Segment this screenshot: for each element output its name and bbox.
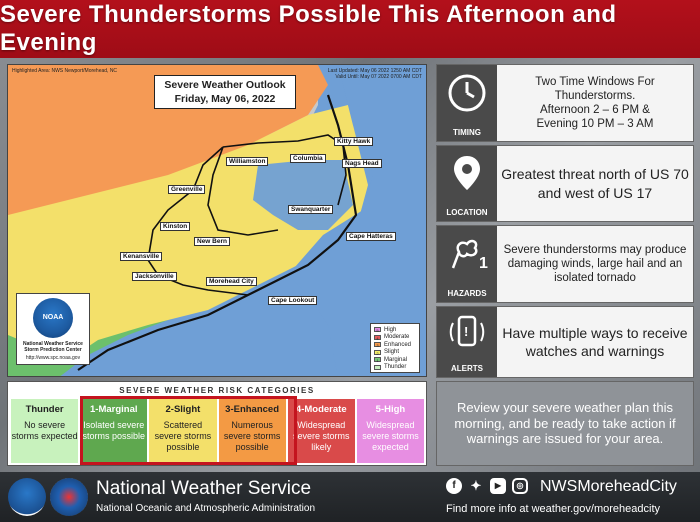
risk-cat-label: 2-Slight	[165, 404, 201, 415]
risk-cat-desc: Isolated severe storms possible	[82, 420, 146, 441]
footer	[0, 472, 700, 522]
city-cape-lookout: Cape Lookout	[268, 296, 317, 305]
risk-cat-desc: No severe storms expected	[11, 420, 78, 441]
nws-footer-logo	[50, 478, 88, 516]
risk-cat-desc: Widespread severe storms likely	[293, 420, 350, 452]
panel-hazards	[436, 225, 694, 303]
risk-cat-marginal	[80, 399, 147, 463]
location-icon-col	[437, 146, 497, 221]
location-label: LOCATION	[446, 208, 488, 217]
panel-timing	[436, 64, 694, 142]
clock-icon	[445, 71, 489, 115]
timing-label: TIMING	[453, 128, 481, 137]
review-plan-box	[436, 381, 694, 466]
svg-text:1: 1	[479, 255, 488, 272]
legend-row	[374, 364, 416, 372]
wind-tree-icon	[445, 232, 489, 276]
risk-cat-label: 5-High	[375, 404, 406, 415]
legend-row	[374, 326, 416, 334]
panel-alerts	[436, 306, 694, 378]
noaa-url: http://www.spc.noaa.gov	[25, 355, 81, 361]
risk-cat-desc: Numerous severe storms possible	[223, 420, 281, 452]
city-kitty-hawk: Kitty Hawk	[334, 137, 373, 146]
city-swanquarter: Swanquarter	[288, 205, 333, 214]
phone-alert-icon	[445, 313, 489, 353]
legend-row	[374, 334, 416, 342]
footer-title: National Weather Service	[96, 478, 312, 499]
legend-swatch: 4	[374, 335, 381, 340]
legend-label: Enhanced	[384, 341, 412, 348]
spc-noaa-box	[16, 293, 90, 365]
risk-cat-enhanced	[219, 399, 286, 463]
find-more-info[interactable]: Find more info at weather.gov/moreheadcity	[446, 503, 661, 515]
hazards-icon-col	[437, 226, 497, 302]
facebook-icon[interactable]: f	[446, 478, 462, 494]
footer-subtitle: National Oceanic and Atmospheric Administration	[96, 503, 316, 514]
timing-text-1: Two Time Windows For Thunderstorms.	[535, 76, 655, 102]
hazards-label: HAZARDS	[447, 289, 487, 298]
city-morehead-city: Morehead City	[206, 277, 257, 286]
city-kinston: Kinston	[160, 222, 190, 231]
outlook-date: Friday, May 06, 2022	[174, 93, 276, 105]
review-text: Review your severe weather plan this morning, and be ready to take action if warnings are issued for your area.	[454, 400, 676, 447]
timing-text	[501, 65, 689, 141]
risk-cat-label: 1-Marginal	[90, 404, 138, 415]
map-meta-left: Highlighted Area: NWS Newport/Morehead, NC	[12, 68, 118, 74]
map-legend	[370, 323, 420, 373]
legend-row	[374, 356, 416, 364]
page-banner	[0, 0, 700, 58]
risk-category-row	[11, 399, 424, 463]
legend-swatch: 3	[374, 342, 381, 347]
legend-swatch	[374, 365, 381, 370]
city-kenansville: Kenansville	[120, 252, 162, 261]
risk-cat-slight	[149, 399, 216, 463]
location-text-2: and west of US 17	[537, 184, 653, 201]
noaa-logo: NOAA	[33, 298, 73, 338]
legend-swatch: 2	[374, 350, 381, 355]
legend-row	[374, 349, 416, 357]
hazards-text: Severe thunderstorms may produce damaging winds, large hail and an isolated tornado	[503, 244, 687, 284]
city-williamston: Williamston	[226, 157, 268, 166]
city-jacksonville: Jacksonville	[132, 272, 177, 281]
risk-cat-label: Thunder	[25, 404, 64, 415]
social-handle[interactable]: NWSMoreheadCity	[540, 478, 677, 495]
social-icons	[446, 478, 528, 494]
outlook-title: Severe Weather Outlook	[164, 79, 286, 91]
map-pin-icon	[445, 152, 489, 196]
risk-categories	[7, 381, 427, 466]
risk-cat-high	[357, 399, 424, 463]
timing-icon-col	[437, 65, 497, 141]
location-text	[501, 146, 689, 221]
legend-label: High	[384, 326, 397, 333]
alerts-label: ALERTS	[451, 364, 483, 373]
map-last-updated: Last Updated: May 06 2022 1250 AM CDT	[327, 68, 422, 74]
location-text-1: Greatest threat north of US 70	[501, 165, 689, 182]
youtube-icon[interactable]: ▶	[490, 478, 506, 494]
legend-swatch: 5	[374, 327, 381, 332]
instagram-icon[interactable]: ◎	[512, 478, 528, 494]
svg-text:!: !	[464, 324, 469, 339]
timing-text-3: Evening 10 PM – 3 AM	[536, 118, 654, 130]
noaa-footer-logo	[8, 478, 46, 516]
legend-label: Marginal	[384, 356, 408, 363]
city-nags-head: Nags Head	[342, 159, 382, 168]
city-cape-hatteras: Cape Hatteras	[346, 232, 396, 241]
legend-row	[374, 341, 416, 349]
legend-swatch: 1	[374, 357, 381, 362]
twitter-icon[interactable]: ✦	[470, 478, 482, 493]
banner-title: Severe Thunderstorms Possible This Afternoon and Evening	[0, 1, 617, 56]
noaa-text-1: National Weather Service	[23, 341, 83, 347]
outlook-title-box	[154, 75, 296, 109]
risk-cat-thunder	[11, 399, 78, 463]
map-valid-until: Valid Until: May 07 2022 0700 AM CDT	[335, 74, 422, 80]
map-meta-right	[328, 68, 422, 80]
city-new-bern: New Bern	[194, 237, 230, 246]
legend-label: Moderate	[384, 334, 410, 341]
risk-cat-moderate	[288, 399, 355, 463]
noaa-text-2: Storm Prediction Center	[24, 347, 82, 353]
risk-cat-label: 3-Enhanced	[225, 404, 280, 415]
severe-outlook-map	[7, 64, 427, 377]
legend-label: Thunder	[384, 364, 407, 371]
legend-label: Slight	[384, 349, 400, 356]
timing-text-2: Afternoon 2 – 6 PM &	[540, 104, 650, 116]
risk-cat-desc: Widespread severe storms expected	[362, 420, 419, 452]
alerts-text: Have multiple ways to receive watches and warnings	[502, 325, 688, 359]
risk-cat-desc: Scattered severe storms possible	[154, 420, 212, 452]
panel-location	[436, 145, 694, 222]
city-columbia: Columbia	[290, 154, 326, 163]
alerts-icon-col	[437, 307, 497, 377]
risk-cat-label: 4-Moderate	[295, 404, 347, 415]
city-greenville: Greenville	[168, 185, 205, 194]
risk-title: SEVERE WEATHER RISK CATEGORIES	[119, 386, 315, 395]
